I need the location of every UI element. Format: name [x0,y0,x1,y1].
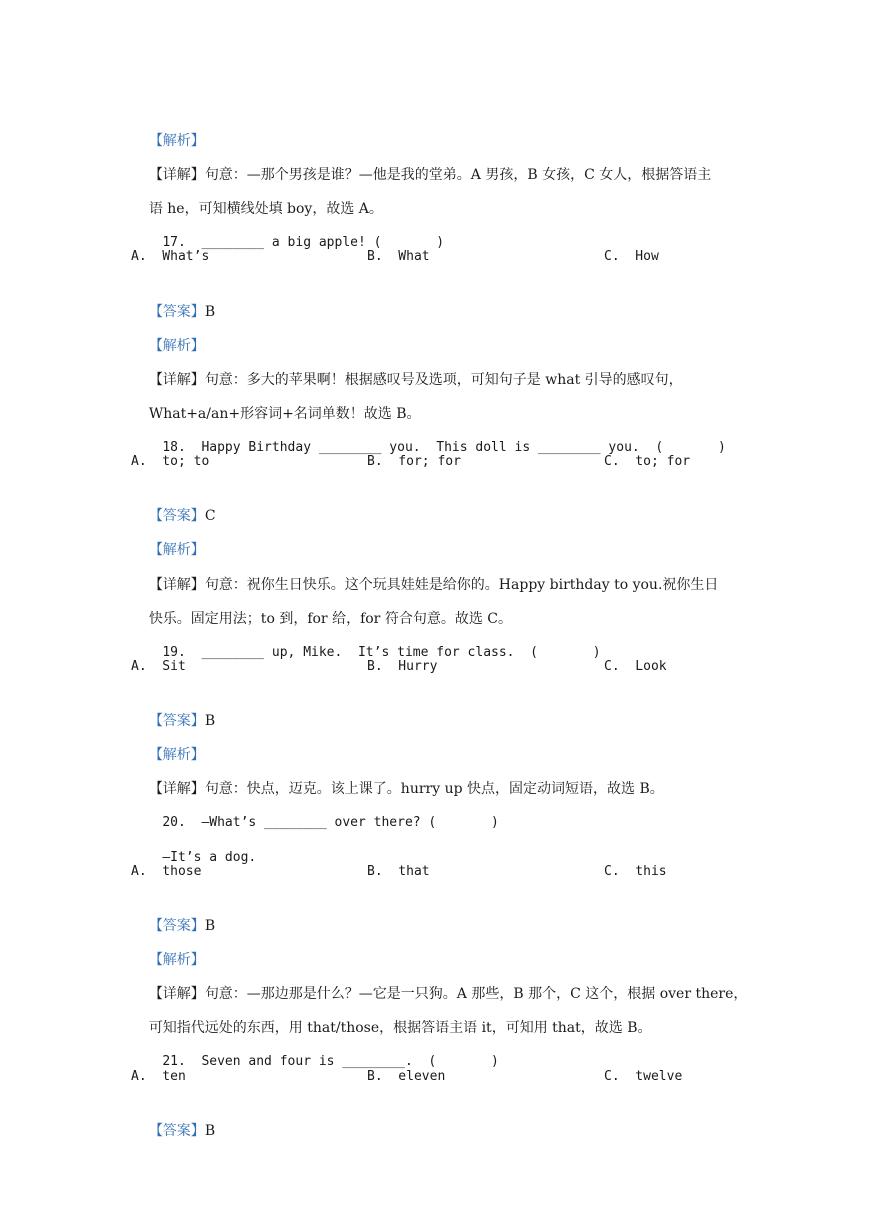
option-a: A. Sit [131,659,186,674]
answer-tag: 【答案】 [148,508,205,524]
question-text: —It’s a dog. [162,850,257,865]
analysis-tag: 【解析】 [148,747,205,763]
answer-tag: 【答案】 [148,1123,205,1139]
answer-tag: 【答案】 [148,713,205,729]
option-b: B. for; for [367,454,461,469]
explanation-tag: 【详解】 [148,577,205,593]
option-c: C. to; for [604,454,691,469]
analysis-tag: 【解析】 [148,542,205,558]
explanation-text: 快乐。固定用法；to 到，for 给，for 符合句意。故选 C。 [148,611,512,627]
explanation-text: 可知指代远处的东西，用 that/those，根据答语主语 it，可知用 that，故选 B。 [148,1020,652,1036]
explanation-text: 句意：—那边那是什么？—它是一只狗。A 那些，B 那个，C 这个，根据 over there， [204,986,748,1002]
explanation-text: 句意：祝你生日快乐。这个玩具娃娃是给你的。Happy birthday to you.祝你生日 [204,577,719,593]
option-c: C. this [604,864,667,879]
answer-value: B [204,713,216,729]
option-b: B. eleven [367,1069,446,1084]
question-text: 19. ________ up, Mike. It’s time for class. ( ) [162,645,601,660]
option-b: B. that [367,864,430,879]
question-text: 21. Seven and four is ________. ( ) [162,1054,499,1069]
analysis-tag: 【解析】 [148,338,205,354]
question-19 [131,623,601,683]
question-text: 20. —What’s ________ over there? ( ) [162,815,499,830]
option-c: C. twelve [604,1069,683,1084]
option-c: C. Look [604,659,667,674]
answer-value: B [204,304,216,320]
option-a: A. ten [131,1069,186,1084]
explanation-text: 句意：多大的苹果啊！根据感叹号及选项，可知句子是 what 引导的感叹句， [204,372,683,388]
option-a: A. What’s [131,249,210,264]
answer-tag: 【答案】 [148,918,205,934]
explanation-tag: 【详解】 [148,986,205,1002]
option-c: C. How [604,249,659,264]
answer-tag: 【答案】 [148,304,205,320]
explanation-tag: 【详解】 [148,781,205,797]
option-a: A. to; to [131,454,210,469]
option-b: B. Hurry [367,659,438,674]
question-text: 17. ________ a big apple! ( ) [162,235,445,250]
analysis-tag: 【解析】 [148,952,205,968]
explanation-tag: 【详解】 [148,167,205,183]
explanation-text: What+a/an+形容词+名词单数！故选 B。 [148,406,421,422]
answer-21 [131,1101,215,1161]
explanation-text: 语 he，可知横线处填 boy，故选 A。 [148,201,383,217]
explanation-text: 句意：—那个男孩是谁？—他是我的堂弟。A 男孩，B 女孩，C 女人，根据答语主 [204,167,712,183]
option-a: A. those [131,864,202,879]
option-b: B. What [367,249,430,264]
answer-value: C [204,508,216,524]
explanation-tag: 【详解】 [148,372,205,388]
analysis-tag: 【解析】 [148,133,205,149]
answer-value: B [204,1123,216,1139]
question-text: 18. Happy Birthday ________ you. This doll is ________ you. ( ) [162,440,726,455]
explanation-text: 句意：快点，迈克。该上课了。hurry up 快点，固定动词短语，故选 B。 [204,781,664,797]
answer-value: B [204,918,216,934]
